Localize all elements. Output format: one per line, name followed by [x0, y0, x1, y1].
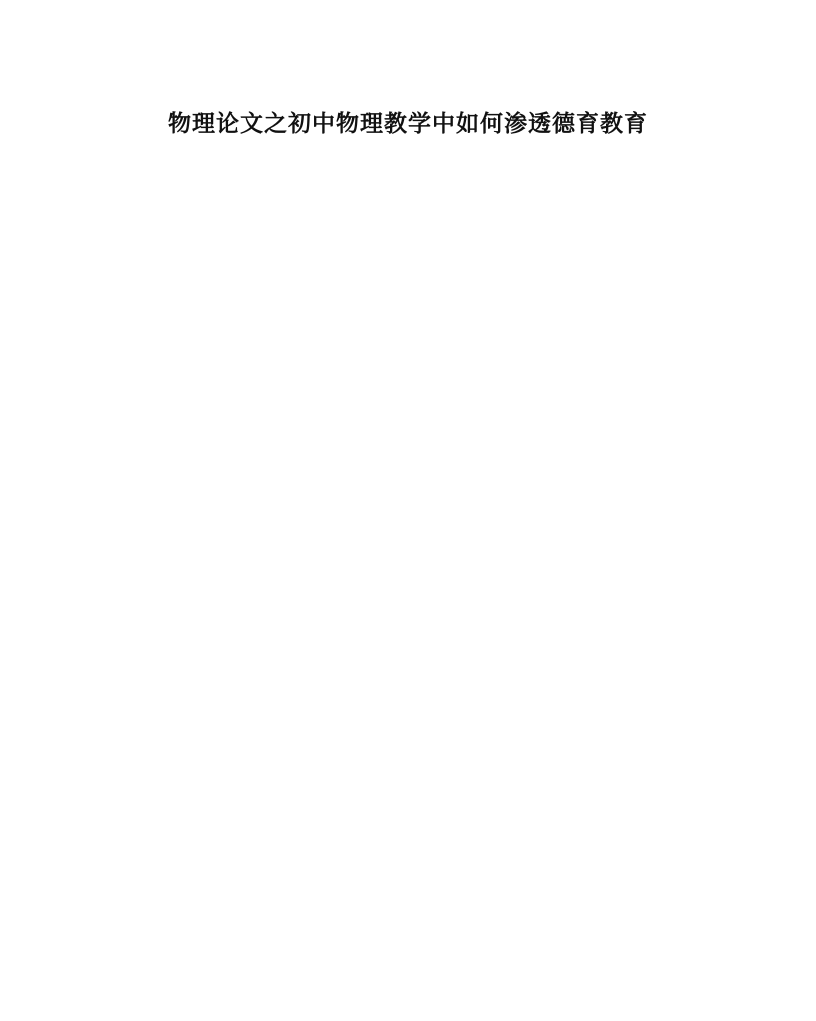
document-title: 物理论文之初中物理教学中如何渗透德育教育 — [168, 110, 648, 137]
